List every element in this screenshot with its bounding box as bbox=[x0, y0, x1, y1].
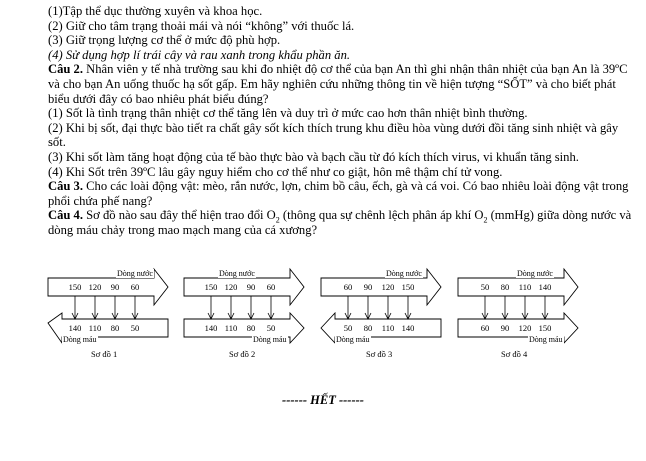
q2-statement-1: (1) Sốt là tình trạng thân nhiệt cơ thể tăng lên và duy trì ở mức cao hơn thân nhiệt bình thường. bbox=[48, 106, 528, 121]
question-3 bbox=[48, 179, 636, 208]
q2-statement-3: (3) Khi sốt làm tăng hoạt động của tế bào thực bào và bạch cầu từ đó kích thích virus, vi khuẩn tăng sinh. bbox=[48, 149, 579, 164]
diagram-4-blood-value: 120 bbox=[518, 323, 532, 333]
diagram-1-caption: Sơ đồ 1 bbox=[91, 349, 118, 359]
diagram-1-blood-value: 80 bbox=[110, 323, 120, 333]
diagram-1-blood-value: 140 bbox=[68, 323, 82, 333]
question-4-text-c: (mmHg) giữa dòng nước và dòng máu chảy trong mao mạch mang của cá xương? bbox=[48, 208, 632, 237]
diagram-2-water-value: 90 bbox=[246, 282, 256, 292]
diagram-3-blood-value: 140 bbox=[401, 323, 415, 333]
diagram-2-blood-label: Dòng máu bbox=[253, 335, 287, 344]
diagram-1-water-label: Dòng nước bbox=[117, 269, 153, 278]
diagram-2-blood-value: 140 bbox=[204, 323, 218, 333]
diagram-2-water-value: 60 bbox=[266, 282, 276, 292]
diagram-4-blood-value: 90 bbox=[500, 323, 510, 333]
q2-statement-2: (2) Khi bị sốt, đại thực bào tiết ra chất gây sốt kích thích trung khu điều hòa vùng dưới đồi tăng sinh nhiệt và gây sốt. bbox=[48, 120, 619, 150]
question-2-text: Nhân viên y tế nhà trường sau khi đo nhiệt độ cơ thể của bạn An thì ghi nhận thân nhiệt của bạn An là 39ºC và cho bạn An uống thuốc hạ sốt gấp. Em hãy nghiên cứu những thông tin về hiện tượng “SỐT” và cho biết phát biểu dưới đây có bao nhiêu phát biểu đúng? bbox=[48, 62, 628, 106]
diagram-3-blood-value: 50 bbox=[343, 323, 353, 333]
list-item-3: (3) Giữ trọng lượng cơ thể ở mức độ phù hợp. bbox=[48, 33, 281, 48]
question-2 bbox=[48, 62, 636, 106]
diagram-2-water-label: Dòng nước bbox=[219, 269, 255, 278]
diagram-2-water-value: 120 bbox=[224, 282, 238, 292]
diagram-1-blood-value: 50 bbox=[130, 323, 140, 333]
diagram-3-blood-value: 80 bbox=[363, 323, 373, 333]
diagram-3-blood-value: 110 bbox=[381, 323, 395, 333]
question-4 bbox=[48, 208, 636, 237]
question-4-label: Câu 4. bbox=[48, 208, 83, 223]
diagram-1 bbox=[48, 269, 168, 359]
diagram-1-water-value: 90 bbox=[110, 282, 120, 292]
diagram-1-water-value: 150 bbox=[68, 282, 82, 292]
diagram-4 bbox=[458, 269, 578, 359]
diagram-4-blood-label: Dòng máu bbox=[529, 335, 563, 344]
diagram-3-caption: Sơ đồ 3 bbox=[366, 349, 393, 359]
diagram-3 bbox=[321, 269, 441, 359]
diagram-4-water-value: 110 bbox=[518, 282, 532, 292]
diagram-3-blood-label: Dòng máu bbox=[336, 335, 370, 344]
diagram-1-blood-label: Dòng máu bbox=[63, 335, 97, 344]
diagram-4-caption: Sơ đồ 4 bbox=[501, 349, 528, 359]
diagram-2-blood-value: 50 bbox=[266, 323, 276, 333]
question-3-text: Cho các loài động vật: mèo, rắn nước, lợn, chim bồ câu, ếch, gà và cá voi. Có bao nhiêu loài động vật trong phổi chứa phế nang? bbox=[48, 179, 629, 208]
diagram-1-water-value: 120 bbox=[88, 282, 102, 292]
list-item-2: (2) Giữ cho tâm trạng thoải mái và nói “không” với thuốc lá. bbox=[48, 18, 355, 33]
diagram-4-water-value: 50 bbox=[480, 282, 490, 292]
diagram-4-water-label: Dòng nước bbox=[517, 269, 553, 278]
question-4-text-b: (thông qua sự chênh lệch phân áp khí O bbox=[279, 208, 484, 223]
question-3-label: Câu 3. bbox=[48, 179, 83, 194]
diagram-2-caption: Sơ đồ 2 bbox=[229, 349, 256, 359]
list-item-1: (1)Tập thể dục thường xuyên và khoa học. bbox=[48, 4, 263, 18]
diagram-4-blood-value: 150 bbox=[538, 323, 552, 333]
diagram-3-water-value: 90 bbox=[363, 282, 373, 292]
question-text-block bbox=[48, 4, 636, 238]
diagram-3-water-value: 60 bbox=[343, 282, 353, 292]
diagram-2 bbox=[184, 269, 304, 359]
diagram-3-water-value: 150 bbox=[401, 282, 415, 292]
question-4-text-a: Sơ đồ nào sau đây thể hiện trao đổi O bbox=[83, 208, 276, 223]
diagram-2-blood-value: 80 bbox=[246, 323, 256, 333]
question-4-sub-a: 2 bbox=[275, 215, 280, 225]
end-marker: ------ HẾT ------ bbox=[282, 393, 364, 407]
diagram-2-blood-value: 110 bbox=[224, 323, 238, 333]
question-2-label: Câu 2. bbox=[48, 62, 83, 77]
diagram-4-blood-value: 60 bbox=[480, 323, 490, 333]
list-item-4: (4) Sử dụng hợp lí trái cây và rau xanh trong khẩu phần ăn. bbox=[48, 47, 351, 62]
diagram-1-water-value: 60 bbox=[130, 282, 140, 292]
q2-statement-4: (4) Khi Sốt trên 39ºC lâu gây nguy hiểm cho cơ thể như co giật, hôn mê thậm chí tử vong. bbox=[48, 164, 503, 179]
diagram-3-water-value: 120 bbox=[381, 282, 395, 292]
diagram-4-water-value: 80 bbox=[500, 282, 510, 292]
diagram-2-water-value: 150 bbox=[204, 282, 218, 292]
diagram-4-water-value: 140 bbox=[538, 282, 552, 292]
question-4-sub-b: 2 bbox=[483, 215, 488, 225]
diagram-3-water-label: Dòng nước bbox=[386, 269, 422, 278]
diagram-1-blood-value: 110 bbox=[88, 323, 102, 333]
